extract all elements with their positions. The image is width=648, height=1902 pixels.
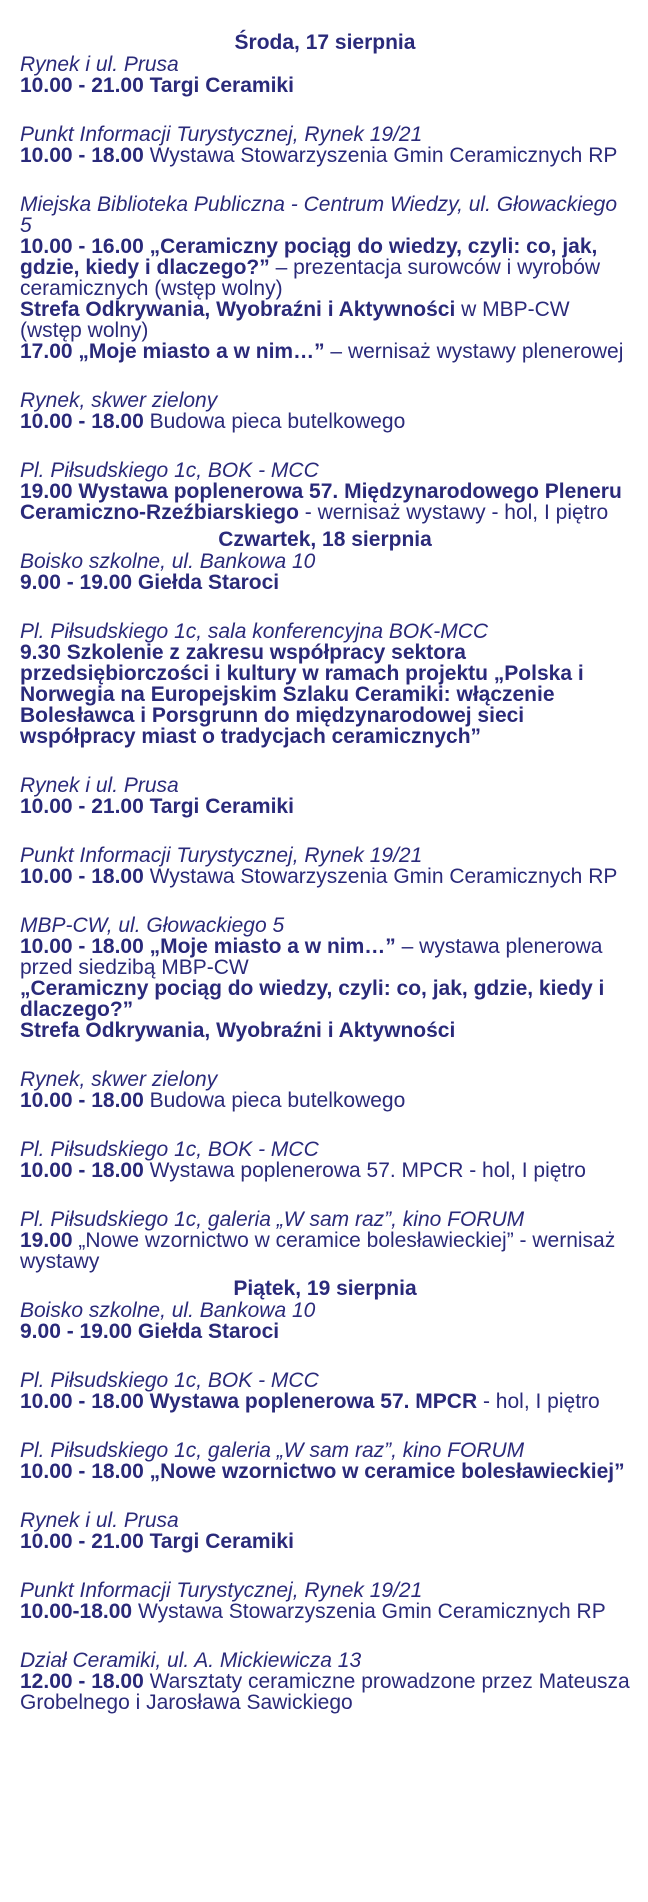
event-entry [20, 124, 630, 166]
event-line [20, 341, 630, 362]
event-line [20, 145, 630, 166]
event-venue: Punkt Informacji Turystycznej, Rynek 19/21 [20, 844, 423, 867]
event-entry [20, 1209, 630, 1272]
event-highlight: 10.00 - 18.00 „Moje miasto a w nim…” [20, 935, 396, 958]
event-highlight: Strefa Odkrywania, Wyobraźni i Aktywności [20, 298, 456, 321]
event-venue: Boisko szkolne, ul. Bankowa 10 [20, 1299, 316, 1322]
day-heading: Środa, 17 sierpnia [234, 31, 416, 54]
event-venue: Rynek, skwer zielony [20, 389, 218, 412]
event-highlight: 10.00 - 18.00 [20, 865, 144, 888]
event-description: Wystawa Stowarzyszenia Gmin Ceramicznych RP [132, 1600, 606, 1623]
event-highlight: 10.00 - 21.00 Targi Ceramiki [20, 74, 294, 97]
event-highlight: 10.00 - 18.00 [20, 144, 144, 167]
event-description: „Nowe wzornictwo w ceramice bolesławieckiej” - wernisaż wystawy [20, 1229, 616, 1273]
event-description: – wystawa plenerowa przed siedzibą MBP-CW [20, 935, 603, 979]
event-line [20, 1391, 630, 1412]
event-description: Budowa pieca butelkowego [143, 410, 406, 433]
event-description: - hol, I piętro [477, 1390, 600, 1413]
event-venue: Rynek i ul. Prusa [20, 53, 179, 76]
event-highlight: 10.00 - 21.00 Targi Ceramiki [20, 795, 294, 818]
event-venue: Rynek, skwer zielony [20, 1068, 218, 1091]
event-highlight: 9.00 - 19.00 Giełda Staroci [20, 571, 280, 594]
event-description: Warsztaty ceramiczne prowadzone przez Mateusza Grobelnego i Jarosława Sawickiego [20, 1670, 630, 1714]
event-highlight: 10.00 - 16.00 „Ceramiczny pociąg do wiedzy, czyli: co, jak, gdzie, kiedy i dlaczego?” [20, 235, 598, 279]
event-highlight: 9.30 Szkolenie z zakresu współpracy sektora przedsiębiorczości i kultury w ramach projektu „Polska i Norwegia na Europejskim Szlaku Ceramiki: włączenie Bolesławca i Porsgrunn do międzynarodowej sieci współpracy miast o tradycjach ceramicznych” [20, 641, 584, 748]
event-highlight: „Ceramiczny pociąg do wiedzy, czyli: co, jak, gdzie, kiedy i dlaczego?” [20, 977, 605, 1021]
event-venue: Dział Ceramiki, ul. A. Mickiewicza 13 [20, 1649, 362, 1672]
event-highlight: 19.00 [20, 1229, 73, 1252]
event-entry [20, 1510, 630, 1552]
event-entry [20, 194, 630, 362]
event-venue: Rynek i ul. Prusa [20, 774, 179, 797]
event-line [20, 1321, 630, 1342]
event-entry [20, 1069, 630, 1111]
event-venue: Pl. Piłsudskiego 1c, BOK - MCC [20, 1369, 319, 1392]
event-entry [20, 1300, 630, 1342]
event-highlight: 19.00 Wystawa poplenerowa 57. Międzynarodowego Pleneru Ceramiczno-Rzeźbiarskiego [20, 480, 622, 524]
event-highlight: 10.00 - 18.00 [20, 410, 144, 433]
event-highlight: 10.00 - 18.00 „Nowe wzornictwo w ceramice bolesławieckiej” [20, 1460, 625, 1483]
event-highlight: 10.00 - 21.00 Targi Ceramiki [20, 1530, 294, 1553]
event-entry [20, 1440, 630, 1482]
event-entry [20, 1580, 630, 1622]
event-venue: Pl. Piłsudskiego 1c, galeria „W sam raz”, kino FORUM [20, 1439, 525, 1462]
event-entry [20, 1139, 630, 1181]
event-line [20, 866, 630, 887]
event-venue: Pl. Piłsudskiego 1c, BOK - MCC [20, 459, 319, 482]
event-line [20, 1531, 630, 1552]
event-highlight: 9.00 - 19.00 Giełda Staroci [20, 1320, 280, 1343]
event-line [20, 1020, 630, 1041]
event-entry [20, 390, 630, 432]
event-line [20, 936, 630, 978]
event-highlight: 12.00 - 18.00 [20, 1670, 144, 1693]
event-venue: Punkt Informacji Turystycznej, Rynek 19/21 [20, 1579, 423, 1602]
event-venue: Pl. Piłsudskiego 1c, BOK - MCC [20, 1138, 319, 1161]
event-line [20, 1090, 630, 1111]
event-entry [20, 551, 630, 593]
event-highlight: 10.00 - 18.00 Wystawa poplenerowa 57. MPCR [20, 1390, 478, 1413]
event-venue: Miejska Biblioteka Publiczna - Centrum Wiedzy, ul. Głowackiego 5 [20, 193, 617, 237]
day-heading: Czwartek, 18 sierpnia [218, 528, 432, 551]
event-venue: Boisko szkolne, ul. Bankowa 10 [20, 550, 316, 573]
event-description: Wystawa Stowarzyszenia Gmin Ceramicznych RP [143, 144, 618, 167]
event-line [20, 1230, 630, 1272]
day-heading: Piątek, 19 sierpnia [233, 1277, 417, 1300]
event-highlight: 17.00 „Moje miasto a w nim…” [20, 340, 325, 363]
event-description: w MBP-CW (wstęp wolny) [20, 298, 570, 342]
event-line [20, 1601, 630, 1622]
event-line [20, 1160, 630, 1181]
event-venue: Rynek i ul. Prusa [20, 1509, 179, 1532]
event-venue: MBP-CW, ul. Głowackiego 5 [20, 914, 285, 937]
event-venue: Pl. Piłsudskiego 1c, galeria „W sam raz”, kino FORUM [20, 1208, 525, 1231]
event-highlight: 10.00 - 18.00 [20, 1159, 144, 1182]
event-line [20, 75, 630, 96]
event-line [20, 1671, 630, 1713]
event-line [20, 978, 630, 1020]
event-line [20, 299, 630, 341]
event-line [20, 236, 630, 299]
event-line [20, 1461, 630, 1482]
event-line [20, 572, 630, 593]
event-description: – wernisaż wystawy plenerowej [324, 340, 624, 363]
event-description: Wystawa Stowarzyszenia Gmin Ceramicznych RP [143, 865, 618, 888]
event-venue: Pl. Piłsudskiego 1c, sala konferencyjna BOK-MCC [20, 620, 489, 643]
event-line [20, 642, 630, 747]
event-line [20, 796, 630, 817]
event-highlight: Strefa Odkrywania, Wyobraźni i Aktywności [20, 1019, 456, 1042]
event-description: Wystawa poplenerowa 57. MPCR - hol, I piętro [143, 1159, 586, 1182]
event-venue: Punkt Informacji Turystycznej, Rynek 19/21 [20, 123, 423, 146]
event-description: Budowa pieca butelkowego [143, 1089, 406, 1112]
event-highlight: 10.00 - 18.00 [20, 1089, 144, 1112]
event-description: – prezentacja surowców i wyrobów ceramicznych (wstęp wolny) [20, 256, 601, 300]
event-line [20, 481, 630, 523]
event-entry [20, 915, 630, 1041]
event-line [20, 411, 630, 432]
event-entry [20, 1370, 630, 1412]
event-highlight: 10.00-18.00 [20, 1600, 133, 1623]
event-entry [20, 1650, 630, 1713]
event-entry [20, 621, 630, 747]
event-entry [20, 460, 630, 523]
event-entry [20, 845, 630, 887]
event-description: - wernisaż wystawy - hol, I piętro [298, 501, 609, 524]
event-entry [20, 54, 630, 96]
event-entry [20, 775, 630, 817]
